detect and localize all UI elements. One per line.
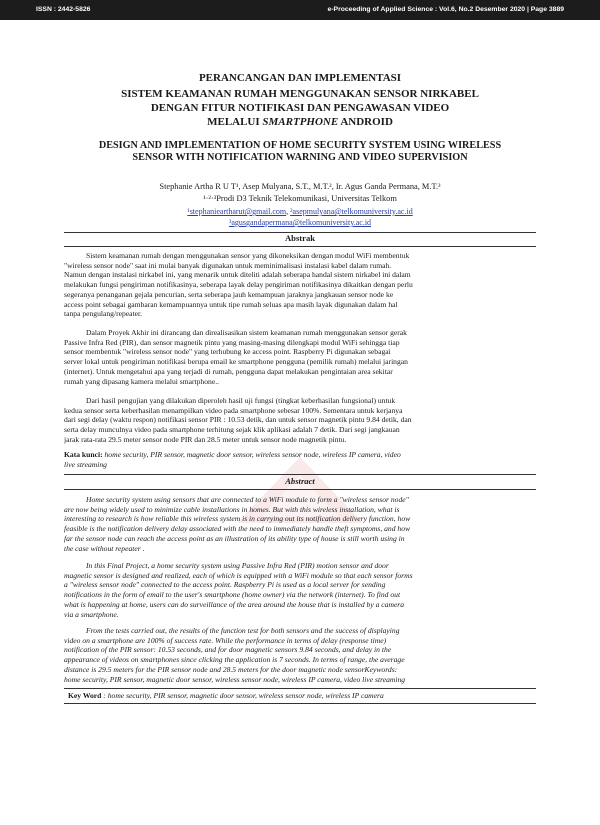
abstrak-heading: Abstrak xyxy=(284,233,316,243)
journal-citation: e-Proceeding of Applied Science : Vol.6, No.2 Desember 2020 | Page 3889 xyxy=(327,6,564,13)
abstrak-paragraph: Dari hasil pengujian yang dilakukan diperoleh hasil uji fungsi (tingkat keberhasilan fungsional) untuk kedua sensor serta keberhasilan menampilkan video pada smartphone sebesar 100%. Sementara untuk kerjanya dari segi delay (waktu respon) notifikasi sensor PIR : 10.53 detik, dan untuk sensor magnetik pintu 9.84 detik, dan serta delay munculnya video pada smartphone terhitung sejak klik aplikasi adalah 7 detik. Dari segi jangkauan jarak rata-rata 29.5 meter sensor node PIR dan 28.5 meter untuk sensor node magnetik pintu. xyxy=(64,396,412,444)
email-link[interactable]: ²asepmulyana@telkomuniversity.ac.id xyxy=(290,207,413,216)
kata-kunci: Kata kunci: home security, PIR sensor, magnetic door sensor, wireless sensor node, wireless IP camera, video live streaming xyxy=(64,450,401,469)
abstrak-paragraph: Sistem keamanan rumah dengan menggunakan sensor yang dikoneksikan dengan modul WiFi membentuk "wireless sensor node" saat ini mulai banyak digunakan untuk meminimalisasi instalasi kabel dalam rumah. Namun dengan instalasi nirkabel ini, yang menarik untuk diteliti adalah seberapa handal sistem nirkabel ini dalam melakukan fungsi pengiriman notifikasinya, seberapa layak delay pengiriman notifikasinya dikaitkan dengan perlu segeranya penanganan gejala pencurian, serta seberapa jauh kemampuan jaraknya jangkauan sensor node ke access point sebagai gambaran kemampuannya untuk tipe rumah seluas apa masih layak digunakan dalam hal tanpa pengulang/repeater. xyxy=(64,251,413,319)
title-line: MELALUI SMARTPHONE ANDROID xyxy=(207,116,393,128)
section-divider xyxy=(64,489,536,490)
author-emails: ¹stephanieartharut@gmail.com, ²asepmulyana@telkomuniversity.ac.id xyxy=(187,207,413,216)
abstract-heading: Abstract xyxy=(285,476,315,486)
abstract-paragraph: From the tests carried out, the results of the function test for both sensors and the success of displaying video on a smartphone are 100% of success rate. While the performance in terms of delay (response time) notification of the PIR sensor: 10.53 seconds, and for door magnetic sensors 9.84 seconds, and delay in the appearance of videos on smartphones since clicking the application is 7 seconds. In terms of range, the average distance is 29.5 meters for the PIR sensor node and 28.5 meters for the door magnetic node sensorKeywords: home security, PIR sensor, magnetic door sensor, wireless sensor node, wireless IP camera, video live streaming xyxy=(64,626,406,684)
abstract-paragraph: Home security system using sensors that are connected to a WiFi module to form a "wireless sensor node" are now being widely used to minimize cable installations in homes. But with this wireless installation, what is interesting to research is how reliable this wireless system is in carrying out its notification delivery function, how feasible is the notification delivery delay associated with the need to immediately handle theft symptoms, and how far the sensor node can reach the access point as an illustration of its ability type of house is still worth using in the case without repeater . xyxy=(64,495,411,553)
author-affiliation: ¹·²·³Prodi D3 Teknik Telekomunikasi, Universitas Telkom xyxy=(203,194,397,203)
key-word: Key Word : home security, PIR sensor, magnetic door sensor, wireless sensor node, wireless IP camera xyxy=(68,691,384,700)
email-link[interactable]: ³agusgandapermana@telkomuniversity.ac.id xyxy=(228,218,372,227)
journal-header-bar xyxy=(0,0,600,20)
author-names: Stephanie Artha R U T¹, Asep Mulyana, S.T., M.T.², Ir. Agus Ganda Permana, M.T.³ xyxy=(159,182,441,191)
title-line: DENGAN FITUR NOTIFIKASI DAN PENGAWASAN VIDEO xyxy=(150,102,450,114)
section-divider xyxy=(64,246,536,247)
section-divider xyxy=(64,474,536,475)
title-line: SISTEM KEAMANAN RUMAH MENGGUNAKAN SENSOR NIRKABEL xyxy=(121,88,479,100)
english-title-line: DESIGN AND IMPLEMENTATION OF HOME SECURITY SYSTEM USING WIRELESS xyxy=(98,140,502,151)
abstrak-paragraph: Dalam Proyek Akhir ini dirancang dan direalisasikan sistem keamanan rumah menggunakan sensor gerak Passive Infra Red (PIR), dan sensor magnetik pintu yang masing-masing dilengkapi modul WiFi sehingga tiap sensor membentuk "wireless sensor node" yang terhubung ke access point. Raspberry Pi digunakan sebagai server lokal untuk pengiriman notifikasi berupa email ke smartphone pengguna (pemilik rumah) melalui jaringan (internet). Untuk mengetahui apa yang terjadi di rumah, pengguna dapat melakukan pengintaian area sekitar rumah yang dipasang kamera melalui smartphone.. xyxy=(64,328,408,386)
title-line: PERANCANGAN DAN IMPLEMENTASI xyxy=(198,72,402,84)
section-divider xyxy=(64,703,536,704)
author-emails xyxy=(0,218,600,227)
email-link[interactable]: ¹stephanieartharut@gmail.com xyxy=(187,207,287,216)
issn-label: ISSN : 2442-5826 xyxy=(36,6,91,13)
english-title-line: SENSOR WITH NOTIFICATION WARNING AND VIDEO SUPERVISION xyxy=(132,152,468,163)
abstract-paragraph: In this Final Project, a home security system using Passive Infra Red (PIR) motion sensor and door magnetic sensor is designed and realized, each of which is equipped with a WiFi module so that each sensor forms a "wireless sensor node" connected to the access point. Raspberry Pi is used as a local server for sending notifications in the form of email to the user's smartphone (home owner) via the network (internet). To find out what is happening at home, users can do surveillance of the area around the house that is installed by a camera via a smartphone. xyxy=(64,561,413,619)
section-divider xyxy=(64,688,536,689)
